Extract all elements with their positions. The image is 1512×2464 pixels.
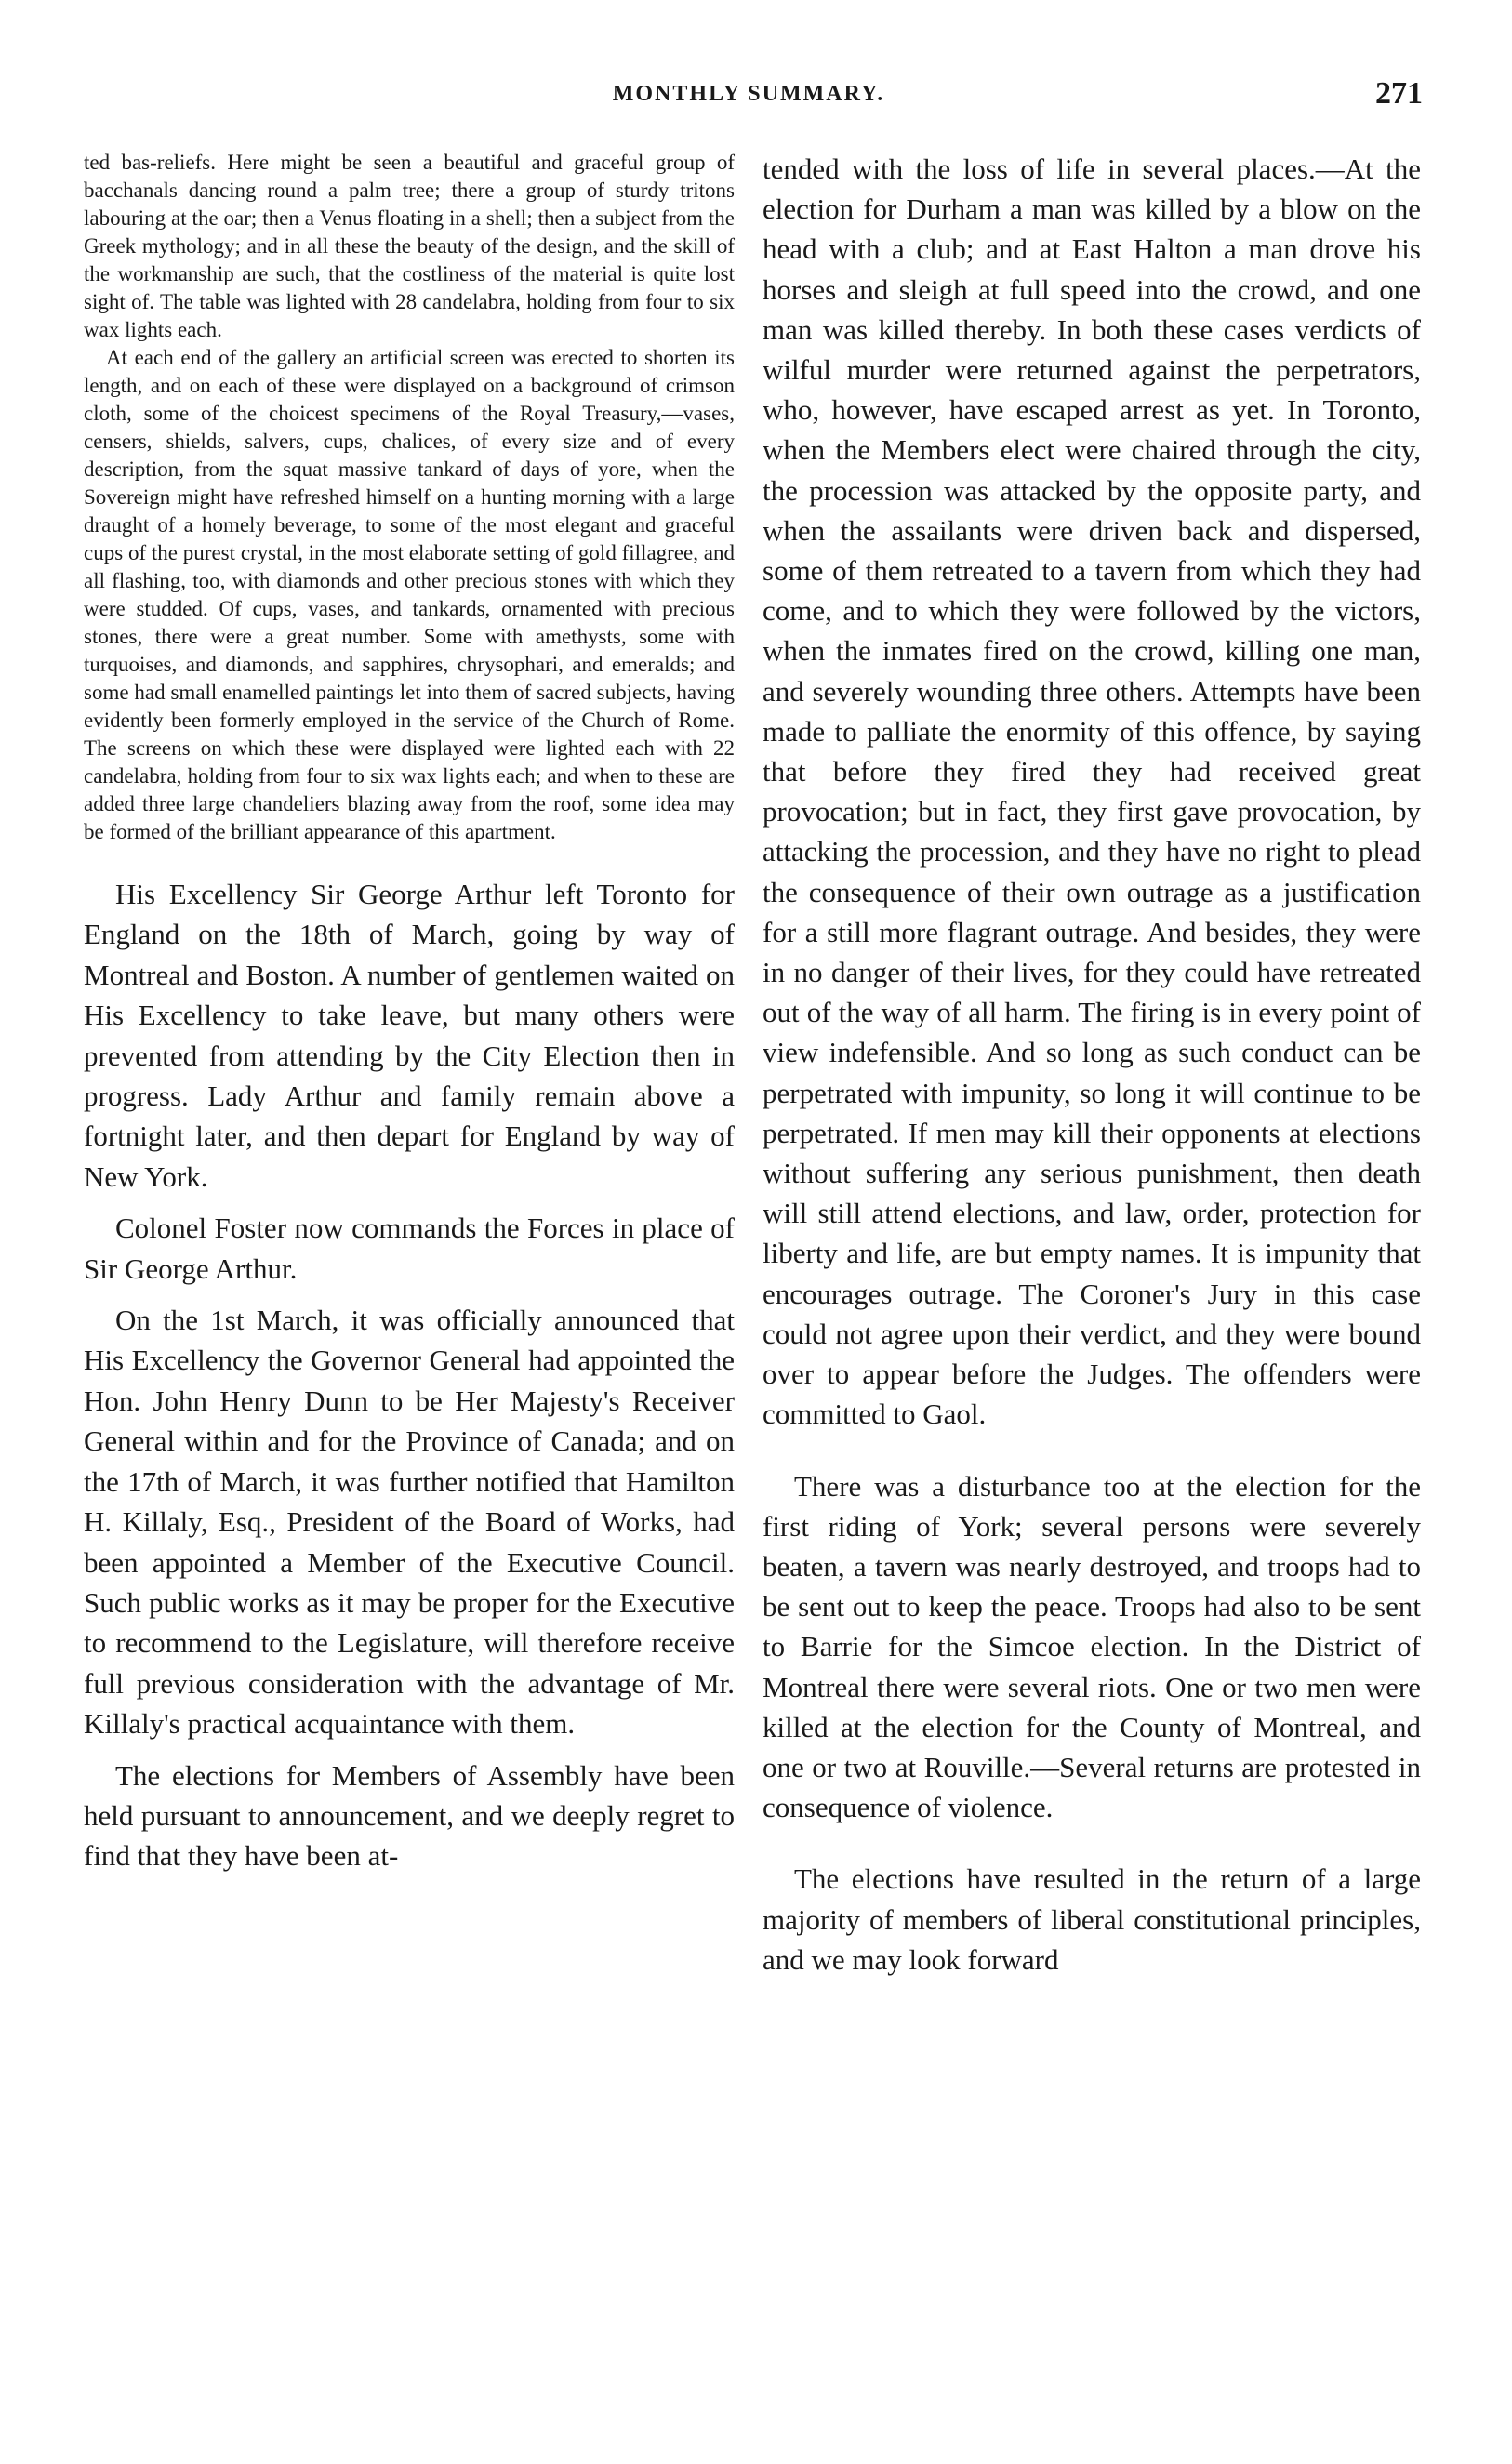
paragraph-colonel-foster: Colonel Foster now commands the Forces in place of Sir George Arthur.	[84, 1212, 735, 1285]
right-column	[763, 149, 1421, 1980]
paragraph-bas-reliefs: ted bas-reliefs. Here might be seen a beautiful and graceful group of bacchanals dancing round a palm tree; there a group of sturdy tritons labouring at the oar; then a Venus floating in a shell; then a subject from the Greek mythology; and in all these the beauty of the design, and the skill of the workmanship are such, that the costliness of the material is quite lost sight of. The table was lighted with 28 candelabra, holding from four to six wax lights each.	[84, 151, 735, 341]
paragraph-election-violence: tended with the loss of life in several places.—At the election for Durham a man was killed by a blow on the head with a club; and at East Halton a man drove his horses and sleigh at full speed into the crowd, and one man was killed thereby. In both these cases verdicts of wilful murder were returned against the perpetrators, who, however, have escaped arrest as yet. In Toronto, when the Members elect were chaired through the city, the procession was attacked by the opposite party, and when the assailants were driven back and dispersed, some of them retreated to a tavern from which they had come, and to which they were followed by the victors, when the inmates fired on the crowd, killing one man, and severely wounding three others. Attempts have been made to palliate the enormity of this offence, by saying that before they fired they had received great provocation; but in fact, they first gave provocation, by attacking the procession, and they have no right to plead the consequence of their own outrage as a justification for a still more flagrant outrage. And besides, they were in no danger of their lives, for they could have retreated out of the way of all harm. The firing is in every point of view indefensible. And so long as such conduct can be perpetrated with impunity, so long it will continue to be perpetrated. If men may kill their opponents at elections without suffering any serious punishment, then death will still attend elections, and law, order, protection for liberty and life, are but empty names. It is impunity that encourages outrage. The Coroner's Jury in this case could not agree upon their verdict, and they were bound over to appear before the Judges. The offenders were committed to Gaol.	[763, 152, 1421, 1431]
paragraph-appointments: On the 1st March, it was officially announced that His Excellency the Governor General had appointed the Hon. John Henry Dunn to be Her Majesty's Receiver General within and for the Province of Canada; and on the 17th of March, it was further notified that Hamilton H. Killaly, Esq., President of the Board of Works, had been appointed a Member of the Executive Council. Such public works as it may be proper for the Executive to recommend to the Legislature, will therefore receive full previous consideration with the advantage of Mr. Killaly's practical acquaintance with them.	[84, 1304, 735, 1741]
running-head: MONTHLY SUMMARY.	[612, 82, 885, 106]
paragraph-sir-george-arthur: His Excellency Sir George Arthur left Toronto for England on the 18th of March, going by way of Montreal and Boston. A number of gentlemen waited on His Excellency to take leave, but many others were prevented from attending by the City Election then in progress. Lady Arthur and family remain above a fortnight later, and then depart for England by way of New York.	[84, 878, 735, 1193]
page-number: 271	[1375, 76, 1423, 111]
paragraph-election-results: The elections have resulted in the return of a large majority of members of liberal constitutional principles, and we may look forward	[763, 1862, 1421, 1976]
paragraph-elections-intro: The elections for Members of Assembly have been held pursuant to announcement, and we deeply regret to find that they have been at-	[84, 1758, 735, 1873]
left-column	[84, 149, 735, 1876]
paragraph-gallery-screens: At each end of the gallery an artificial screen was erected to shorten its length, and on each of these were displayed on a background of crimson cloth, some of the choicest specimens of the Royal Treasury,—vases, censers, shields, salvers, cups, chalices, of every size and of every description, from the squat massive tankard of days of yore, when the Sovereign might have refreshed himself on a hunting morning with a large draught of a homely beverage, to some of the most elegant and graceful cups of the purest crystal, in the most elaborate setting of gold fillagree, and all flashing, too, with diamonds and other precious stones with which they were studded. Of cups, vases, and tankards, ornamented with precious stones, there were a great number. Some with amethysts, some with turquoises, and diamonds, and sapphires, chrysophari, and emeralds; and some had small enamelled paintings let into them of sacred subjects, having evidently been formerly employed in the service of the Church of Rome. The screens on which these were displayed were lighted each with 22 candelabra, holding from four to six wax lights each; and when to these are added three large chandeliers blazing away from the roof, some idea may be formed of the brilliant appearance of this apartment.	[84, 346, 735, 843]
paragraph-york-disturbance: There was a disturbance too at the election for the first riding of York; several persons were severely beaten, a tavern was nearly destroyed, and troops had to be sent out to keep the peace. Troops had also to be sent to Barrie for the Simcoe election. In the District of Montreal there were several riots. One or two men were killed at the election for the County of Montreal, and one or two at Rouville.—Several returns are protested in consequence of violence.	[763, 1469, 1421, 1824]
page-header	[74, 76, 1423, 119]
